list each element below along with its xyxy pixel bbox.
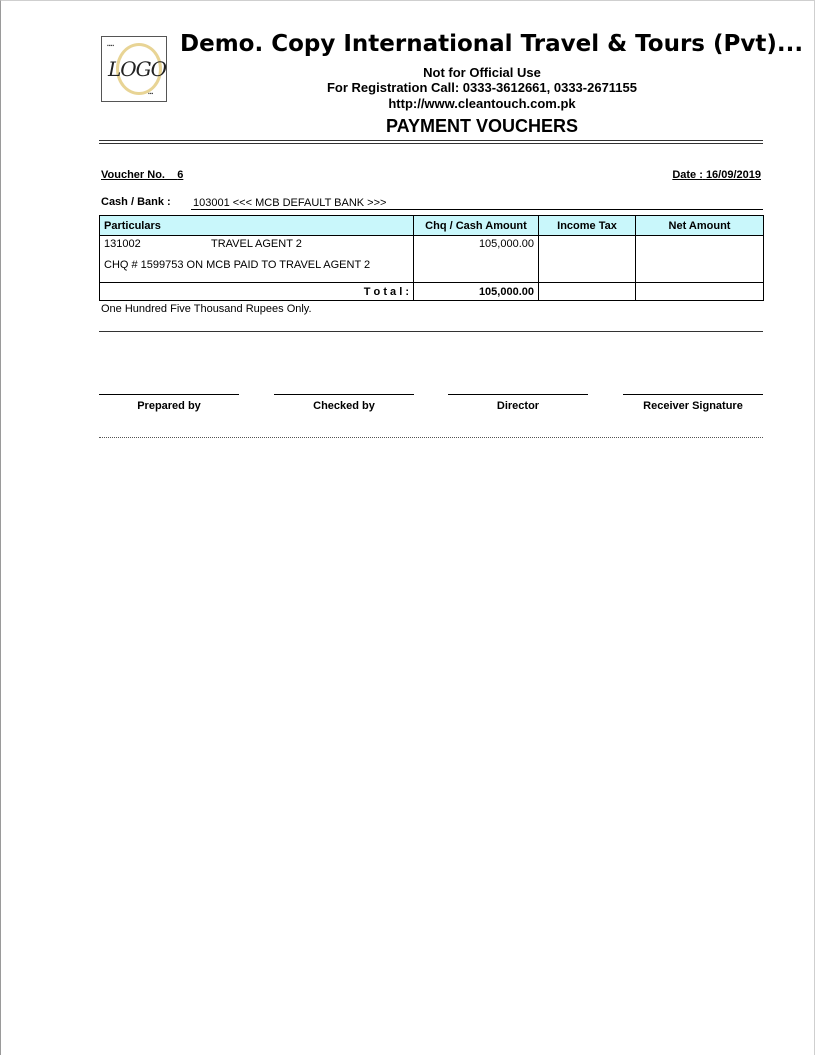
voucher-date — [672, 169, 761, 181]
signature-label-director: Director — [496, 400, 540, 412]
voucher-number — [101, 169, 183, 181]
particulars-cell — [100, 236, 414, 283]
col-header-net-amount: Net Amount — [636, 216, 764, 236]
table-header-row — [100, 216, 764, 236]
account-name: TRAVEL AGENT 2 — [211, 238, 302, 250]
voucher-number-label: Voucher No. — [101, 169, 165, 181]
signature-line-receiver — [623, 394, 763, 395]
total-label: T o t a l : — [100, 283, 414, 301]
header-divider-top — [99, 140, 763, 141]
signature-label-checked: Checked by — [313, 400, 375, 412]
registration-text: For Registration Call: 0333-3612661, 0333-2671155 — [326, 80, 637, 95]
total-income-tax — [539, 283, 636, 301]
logo-text: LOGO — [108, 57, 167, 81]
col-header-income-tax: Income Tax — [539, 216, 636, 236]
voucher-date-value: 16/09/2019 — [705, 169, 761, 181]
voucher-table — [99, 215, 764, 301]
income-tax-cell — [539, 236, 636, 283]
website-text: http://www.cleantouch.com.pk — [388, 96, 576, 111]
signature-line-checked — [274, 394, 414, 395]
account-code: 131002 — [104, 238, 141, 250]
words-divider — [99, 331, 763, 332]
voucher-date-label: Date : — [672, 169, 703, 181]
signature-line-prepared — [99, 394, 239, 395]
page-title: PAYMENT VOUCHERS — [385, 116, 579, 136]
company-name: Demo. Copy International Travel & Tours (Pvt)... — [180, 31, 804, 57]
total-row — [100, 283, 764, 301]
company-logo — [101, 36, 167, 102]
net-amount-cell — [636, 236, 764, 283]
voucher-number-value: 6 — [177, 169, 184, 181]
amount-in-words: One Hundred Five Thousand Rupees Only. — [101, 303, 312, 315]
logo-tagline-top: ▪▪▪▪ — [107, 43, 115, 49]
logo-tagline-bottom: ▪▪▪ — [148, 91, 154, 97]
header-divider-bottom — [99, 143, 763, 144]
total-amount: 105,000.00 — [414, 283, 539, 301]
signature-label-receiver: Receiver Signature — [643, 400, 743, 412]
footer-divider — [99, 437, 763, 438]
cash-bank-label: Cash / Bank : — [101, 196, 171, 208]
total-net-amount — [636, 283, 764, 301]
col-header-particulars: Particulars — [100, 216, 414, 236]
col-header-amount: Chq / Cash Amount — [414, 216, 539, 236]
signature-line-director — [448, 394, 588, 395]
signature-label-prepared: Prepared by — [137, 400, 201, 412]
amount-cell: 105,000.00 — [414, 236, 539, 283]
cash-bank-value: 103001 <<< MCB DEFAULT BANK >>> — [191, 197, 763, 210]
table-row — [100, 236, 764, 283]
notice-text: Not for Official Use — [423, 65, 541, 80]
narration: CHQ # 1599753 ON MCB PAID TO TRAVEL AGENT 2 — [104, 259, 371, 271]
